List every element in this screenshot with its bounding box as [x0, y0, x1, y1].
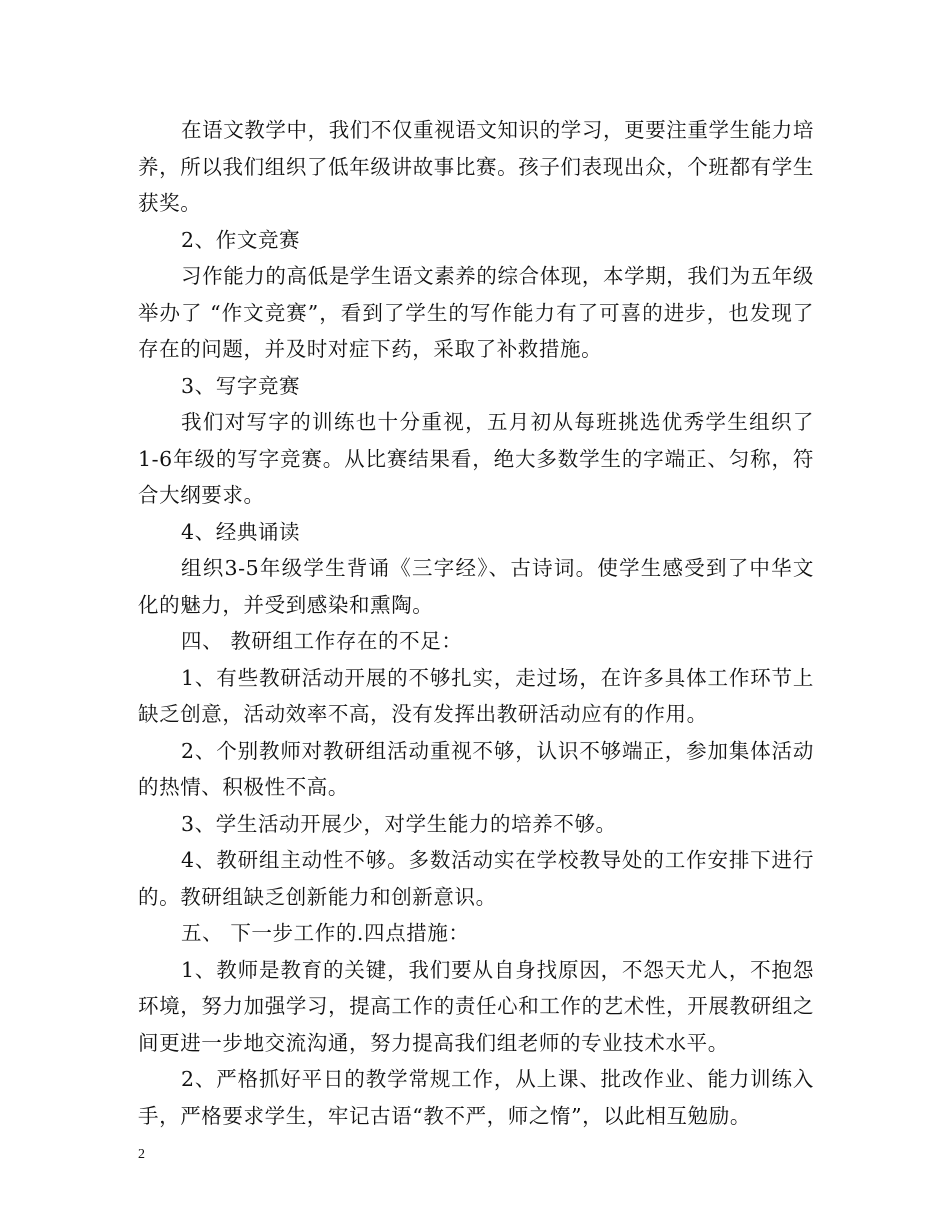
document-body: [138, 112, 814, 1134]
heading-classic-recitation: 4、经典诵读: [181, 519, 301, 544]
paragraph-handwriting-contest: 我们对写字的训练也十分重视，五月初从每班挑选优秀学生组织了1-6年级的写字竞赛。从比赛结果看，绝大多数学生的字端正、匀称，符合大纲要求。: [138, 410, 814, 507]
heading-next-steps: 五、 下一步工作的.四点措施：: [181, 921, 470, 945]
paragraph-shortcoming-4: 4、教研组主动性不够。多数活动实在学校教导处的工作安排下进行的。教研组缺乏创新能力和创新意识。: [138, 848, 814, 909]
paragraph-measure-2: 2、严格抓好平日的教学常规工作，从上课、批改作业、能力训练入手，严格要求学生，牢记古语“教不严，师之惰”，以此相互勉励。: [138, 1067, 814, 1128]
heading-shortcomings: 四、 教研组工作存在的不足：: [181, 629, 463, 653]
paragraph-measure-1: 1、教师是教育的关键，我们要从自身找原因，不怨天尤人，不抱怨环境，努力加强学习，提高工作的责任心和工作的艺术性，开展教研组之间更进一步地交流沟通，努力提高我们组老师的专业技术水平。: [138, 957, 814, 1055]
paragraph-composition-contest: 习作能力的高低是学生语文素养的综合体现，本学期，我们为五年级举办了 “作文竞赛”，看到了学生的写作能力有了可喜的进步，也发现了存在的问题，并及时对症下药，采取了补救措施。: [138, 264, 814, 361]
paragraph-shortcoming-1: 1、有些教研活动开展的不够扎实，走过场，在许多具体工作环节上缺乏创意，活动效率不高，没有发挥出教研活动应有的作用。: [138, 665, 814, 726]
paragraph-shortcoming-3: 3、学生活动开展少，对学生能力的培养不够。: [181, 811, 617, 836]
paragraph-classic-recitation: 组织3-5年级学生背诵《三字经》、古诗词。使学生感受到了中华文化的魅力，并受到感染和熏陶。: [138, 556, 814, 617]
heading-composition-contest: 2、作文竞赛: [181, 227, 301, 252]
paragraph-storytelling: 在语文教学中，我们不仅重视语文知识的学习，更要注重学生能力培养，所以我们组织了低年级讲故事比赛。孩子们表现出众，个班都有学生获奖。: [138, 118, 814, 215]
paragraph-shortcoming-2: 2、个别教师对教研组活动重视不够，认识不够端正，参加集体活动的热情、积极性不高。: [138, 738, 814, 799]
heading-handwriting-contest: 3、写字竞赛: [181, 373, 301, 398]
page-number: 2: [138, 1147, 145, 1162]
